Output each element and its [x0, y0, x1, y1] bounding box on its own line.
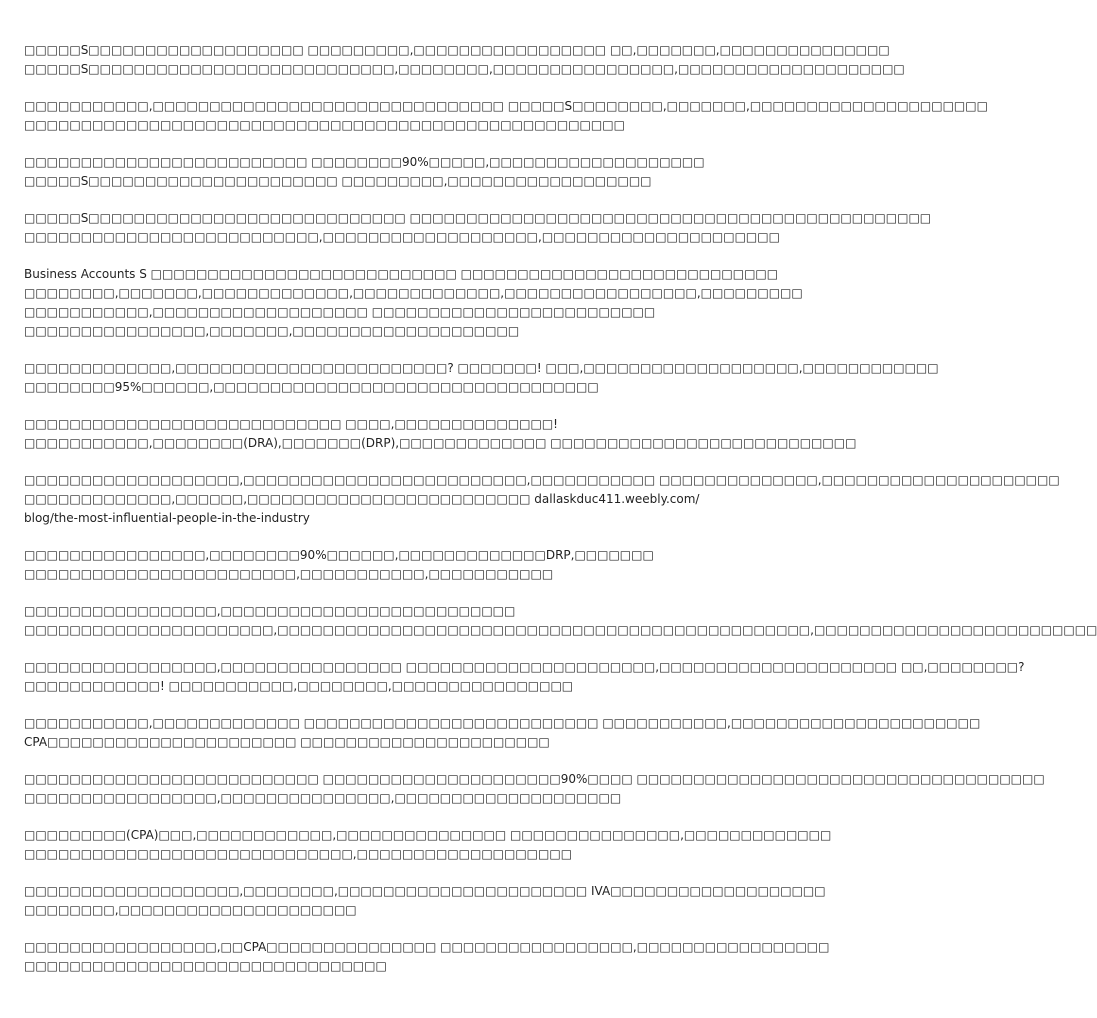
text-line: □□□□□□□□□□□,□□□□□□□□(DRA),□□□□□□□(DRP),□□□□□□□□□□□□□ □□□□□□□□□□□□□□□□□□□□□□□□□□□ [24, 436, 857, 450]
body-paragraph [24, 359, 939, 397]
text-line: □□□□□□□□□□□□□□□□□,□□□□□□□□□□□□□□□□□□□□□□□□□□ [24, 604, 516, 618]
body-paragraph [24, 546, 702, 584]
text-line: □□□□□S□□□□□□□□□□□□□□□□□□□□□□ □□□□□□□□□,□□□□□□□□□□□□□□□□□□ [24, 174, 652, 188]
body-paragraph [24, 265, 803, 341]
text-line: □□□□□□□□□□□□! □□□□□□□□□□□,□□□□□□□□,□□□□□□□□□□□□□□□□ [24, 679, 574, 693]
body-paragraph [24, 471, 1060, 528]
text-line: □□□□□□□□□□□□□□□□□□□□□□□□□□□□□□□□□□□□□□□□□□□□□□□□□□□□□ [24, 118, 625, 132]
text-line: □□□□□□□□,□□□□□□□,□□□□□□□□□□□□□,□□□□□□□□□□□□□,□□□□□□□□□□□□□□□□□,□□□□□□□□□ [24, 286, 803, 300]
text-line: □□□□□□□□□□□□□□□□□□□□□□□□,□□□□□□□□□□□,□□□□□□□□□□□ [24, 567, 554, 581]
text-line: □□□□□□□□,□□□□□□□□□□□□□□□□□□□□□ [24, 903, 357, 917]
body-paragraph [24, 658, 1025, 696]
text-line: □□□□□□□□□□□□□□□□□,□□CPA□□□□□□□□□□□□□□□ □□□□□□□□□□□□□□□□□,□□□□□□□□□□□□□□□□□ [24, 940, 830, 954]
text-line: CPA□□□□□□□□□□□□□□□□□□□□□□ □□□□□□□□□□□□□□□□□□□□□□ [24, 735, 550, 749]
body-paragraph [24, 770, 1045, 808]
body-paragraph [24, 882, 826, 920]
text-line: □□□□□□□□□□□□□□□□□□□□□□□□□□,□□□□□□□□□□□□□□□□□□□,□□□□□□□□□□□□□□□□□□□□□ [24, 230, 780, 244]
body-paragraph [24, 97, 988, 135]
text-line: □□□□□□□□□□□,□□□□□□□□□□□□□□□□□□□□□□□□□□□□□□□ □□□□□S□□□□□□□□,□□□□□□□,□□□□□□□□□□□□□□□□□□□□□ [24, 99, 988, 113]
body-paragraph [24, 938, 830, 976]
text-line: □□□□□□□□□□□,□□□□□□□□□□□□□□□□□□□ □□□□□□□□□□□□□□□□□□□□□□□□□ [24, 305, 656, 319]
text-line: □□□□□□□□□□□□□□□□□□□□□□□□□□ □□□□□□□□□□□□□□□□□□□□□90%□□□□ □□□□□□□□□□□□□□□□□□□□□□□□□□□□□□□□□□□□ [24, 772, 1045, 786]
text-line: □□□□□□□□□□□□□□□□□□□□□□□□□□□□ □□□□,□□□□□□□□□□□□□□! [24, 417, 558, 431]
text-line: □□□□□□□□□□□□□□□□□□□,□□□□□□□□,□□□□□□□□□□□□□□□□□□□□□□ IVA□□□□□□□□□□□□□□□□□□□ [24, 884, 826, 898]
body-paragraph [24, 209, 932, 247]
text-line: □□□□□S□□□□□□□□□□□□□□□□□□□□□□□□□□□□ □□□□□□□□□□□□□□□□□□□□□□□□□□□□□□□□□□□□□□□□□□□□□□ [24, 211, 932, 225]
text-line: □□□□□□□□□□□□□□□□□□□□□□□□□□□□□,□□□□□□□□□□□□□□□□□□□ [24, 847, 573, 861]
text-line: □□□□□S□□□□□□□□□□□□□□□□□□□□□□□□□□□,□□□□□□□□,□□□□□□□□□□□□□□□□,□□□□□□□□□□□□□□□□□□□□ [24, 62, 905, 76]
text-line: □□□□□□□□□(CPA)□□□,□□□□□□□□□□□□,□□□□□□□□□□□□□□□ □□□□□□□□□□□□□□□,□□□□□□□□□□□□□ [24, 828, 832, 842]
text-line: □□□□□□□□95%□□□□□□,□□□□□□□□□□□□□□□□□□□□□□□□□□□□□□□□□□ [24, 380, 599, 394]
text-line: □□□□□□□□□□□□□□□□□□□,□□□□□□□□□□□□□□□□□□□□□□□□□,□□□□□□□□□□□ □□□□□□□□□□□□□□,□□□□□□□□□□□□□□□□□□□□□ [24, 473, 1060, 487]
text-line-with-link: □□□□□□□□□□□□□,□□□□□□,□□□□□□□□□□□□□□□□□□□□□□□□□ dallaskduc411.weebly.com/blog/the-most-influential-people-in-the-industry [24, 492, 700, 525]
body-paragraph [24, 602, 1097, 640]
body-paragraph [24, 153, 705, 191]
text-line: □□□□□□□□□□□□□,□□□□□□□□□□□□□□□□□□□□□□□□? □□□□□□□! □□□,□□□□□□□□□□□□□□□□□□□,□□□□□□□□□□□□ [24, 361, 939, 375]
text-line: □□□□□□□□□□□□□□□□□,□□□□□□□□□□□□□□□,□□□□□□□□□□□□□□□□□□□□ [24, 791, 622, 805]
text-line: □□□□□□□□□□□□□□□□□□□□□□□□□□□□□□□□ [24, 959, 387, 973]
text-line: □□□□□S□□□□□□□□□□□□□□□□□□□ □□□□□□□□□,□□□□□□□□□□□□□□□□□ □□,□□□□□□□,□□□□□□□□□□□□□□□ [24, 43, 890, 57]
text-line: □□□□□□□□□□□□□□□□,□□□□□□□,□□□□□□□□□□□□□□□□□□□□ [24, 324, 520, 338]
text-line: Business Accounts S □□□□□□□□□□□□□□□□□□□□□□□□□□□ □□□□□□□□□□□□□□□□□□□□□□□□□□□□ [24, 267, 779, 281]
body-paragraph [24, 415, 857, 453]
body-paragraph [24, 41, 905, 79]
text-line: □□□□□□□□□□□□□□□□□□□□□□,□□□□□□□□□□□□□□□□□□□□□□□□□□□□□□□□□□□□□□□□□□□□□□□,□□□□□□□□□□□□□□□□□□□□□□□□□ [24, 623, 1097, 637]
text-line: □□□□□□□□□□□□□□□□□,□□□□□□□□□□□□□□□□ □□□□□□□□□□□□□□□□□□□□□□,□□□□□□□□□□□□□□□□□□□□□ □□,□□□□□□□□? [24, 660, 1025, 674]
body-paragraph [24, 826, 832, 864]
text-line: □□□□□□□□□□□□□□□□□□□□□□□□□ □□□□□□□□90%□□□□□,□□□□□□□□□□□□□□□□□□□ [24, 155, 705, 169]
body-paragraph [24, 714, 981, 752]
text-line: □□□□□□□□□□□□□□□□,□□□□□□□□90%□□□□□□,□□□□□□□□□□□□□DRP,□□□□□□□ [24, 548, 654, 562]
text-line: □□□□□□□□□□□,□□□□□□□□□□□□□ □□□□□□□□□□□□□□□□□□□□□□□□□□ □□□□□□□□□□□,□□□□□□□□□□□□□□□□□□□□□□ [24, 716, 981, 730]
